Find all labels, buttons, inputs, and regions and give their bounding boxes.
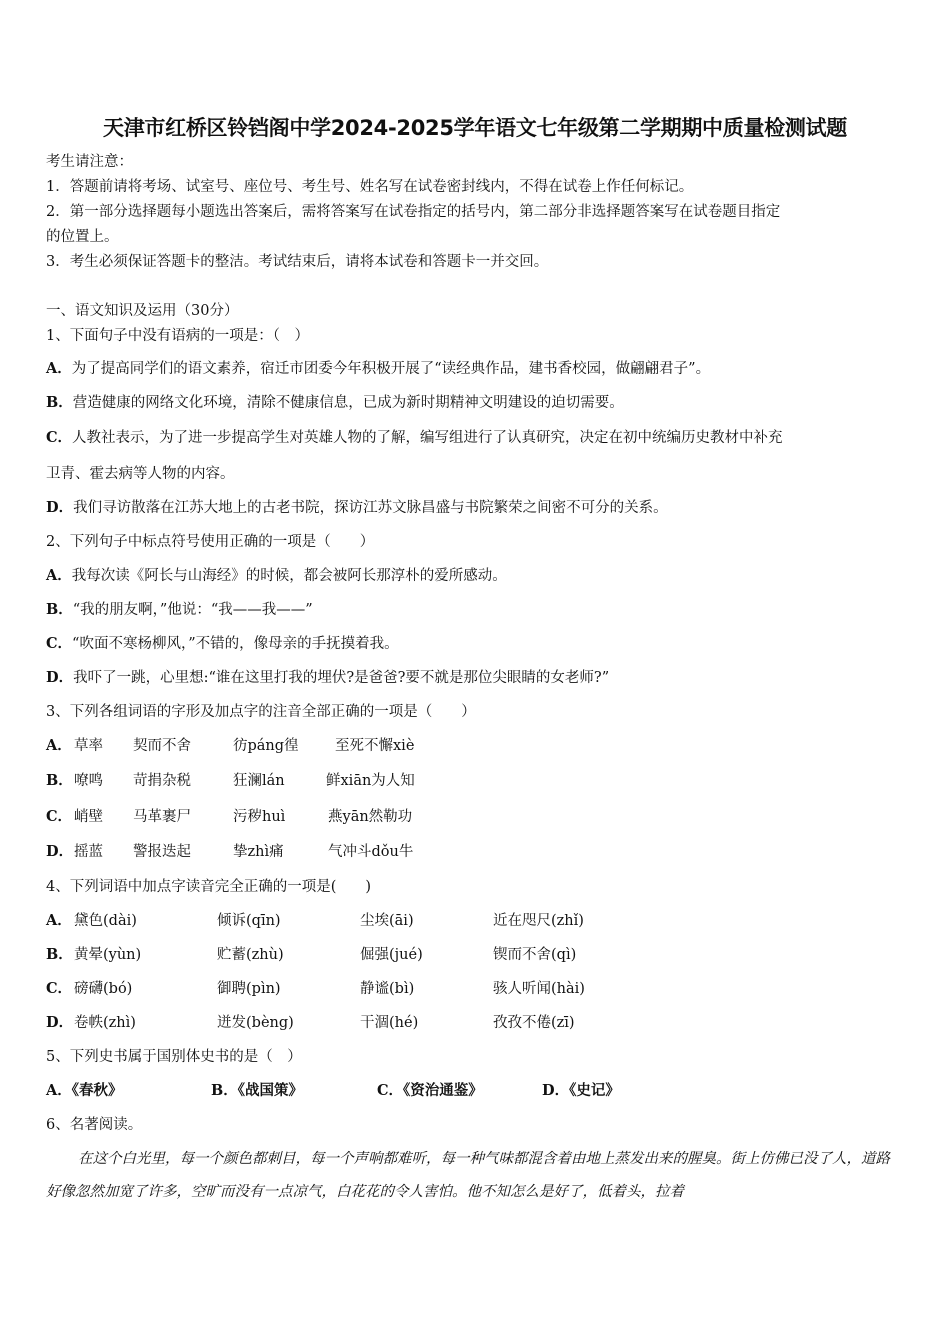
q4-word: 黄晕(yùn) <box>74 947 142 963</box>
q4-word: 贮蓄(zhù) <box>217 947 284 963</box>
q3-stem: 3、下列各组词语的字形及加点字的注音全部正确的一项是（ ） <box>46 704 476 720</box>
q3-word: 鲜xiān为人知 <box>326 773 415 789</box>
notice-heading: 考生请注意： <box>46 154 133 170</box>
q1-option-c-cont: 卫青、霍去病等人物的内容。 <box>46 466 235 482</box>
notice-item-1: 1．答题前请将考场、试室号、座位号、考生号、姓名写在试卷密封线内，不得在试卷上作任何标记。 <box>46 179 694 195</box>
q4-option-label: D． <box>46 1014 74 1031</box>
q1-stem: 1、下面句子中没有语病的一项是：（ ） <box>46 328 309 344</box>
page-title: 天津市红桥区铃铛阁中学2024-2025学年语文七年级第二学期期中质量检测试题 <box>103 116 847 140</box>
q1-option-b <box>46 393 906 413</box>
q2-option-a <box>46 566 906 586</box>
option-text: 我吓了一跳，心里想:“谁在这里打我的埋伏?是爸爸?要不就是那位尖眼睛的女老师?” <box>73 670 610 686</box>
option-text: “我的朋友啊，”他说：“我——我——” <box>72 602 313 618</box>
q4-word: 磅礴(bó) <box>74 981 133 997</box>
notice-item-2: 2．第一部分选择题每小题选出答案后，需将答案写在试卷指定的括号内，第二部分非选择题答案写在试卷题目指定 <box>46 204 781 220</box>
notice-item-3: 3．考生必须保证答题卡的整洁。考试结束后，请将本试卷和答题卡一并交回。 <box>46 254 549 270</box>
option-text: 为了提高同学们的语文素养，宿迁市团委今年积极开展了“读经典作品，建书香校园，做翩翩君子”。 <box>71 361 711 377</box>
q4-word: 黛色(dài) <box>74 913 137 929</box>
q5-option-a: A．《春秋》 <box>46 1082 123 1099</box>
q2-option-d <box>46 668 906 688</box>
q4-word: 静谧(bì) <box>360 981 415 997</box>
q4-word: 尘埃(āi) <box>360 913 414 929</box>
q3-word: 契而不舍 <box>133 738 191 754</box>
option-label: C． <box>46 635 73 652</box>
q1-option-a <box>46 359 906 379</box>
q4-word: 倔强(jué) <box>360 947 423 963</box>
option-label: B． <box>46 394 73 411</box>
q3-word: 挚zhì痛 <box>233 844 284 860</box>
q3-option-label: C． <box>46 808 73 825</box>
q4-option-label: A． <box>46 912 72 929</box>
q4-word: 卷帙(zhì) <box>74 1015 136 1031</box>
option-label: D． <box>46 499 74 516</box>
q2-option-c <box>46 634 906 654</box>
q4-stem: 4、下列词语中加点字读音完全正确的一项是( ) <box>46 879 372 895</box>
option-label: A． <box>46 567 72 584</box>
q2-option-b <box>46 600 906 620</box>
q3-word: 狂澜lán <box>233 773 285 789</box>
q3-word: 污秽huì <box>233 809 286 825</box>
q3-word: 燕yān然勒功 <box>328 809 413 825</box>
q3-word: 彷páng徨 <box>233 738 299 754</box>
q4-word: 干涸(hé) <box>360 1015 419 1031</box>
option-text: 我每次读《阿长与山海经》的时候，都会被阿长那淳朴的爱所感动。 <box>71 568 507 584</box>
q3-word: 至死不懈xiè <box>335 738 415 754</box>
q3-option-label: A． <box>46 737 72 754</box>
q5-stem: 5、下列史书属于国别体史书的是（ ） <box>46 1049 302 1065</box>
q3-word: 嘹鸣 <box>74 773 103 789</box>
q3-word: 峭壁 <box>74 809 103 825</box>
option-label: B． <box>46 601 73 618</box>
q3-option-label: D． <box>46 843 74 860</box>
notice-item-2-cont: 的位置上。 <box>46 229 119 245</box>
q3-word: 摇蓝 <box>74 844 103 860</box>
q3-word: 马革裹尸 <box>133 809 191 825</box>
q5-option-d: D．《史记》 <box>542 1082 620 1099</box>
q4-word: 倾诉(qīn) <box>217 913 281 929</box>
option-text: 我们寻访散落在江苏大地上的古老书院，探访江苏文脉昌盛与书院繁荣之间密不可分的关系。 <box>73 500 668 516</box>
q2-stem: 2、下列句子中标点符号使用正确的一项是（ ） <box>46 534 375 550</box>
option-label: D． <box>46 669 74 686</box>
q4-word: 御聘(pìn) <box>217 981 281 997</box>
q4-word: 近在咫尺(zhǐ) <box>493 913 584 929</box>
q4-word: 孜孜不倦(zī) <box>493 1015 575 1031</box>
q3-word: 草率 <box>74 738 103 754</box>
option-text: “吹面不寒杨柳风，”不错的，像母亲的手抚摸着我。 <box>72 636 399 652</box>
q1-option-d <box>46 498 906 518</box>
q4-word: 迸发(bèng) <box>217 1015 294 1031</box>
q5-option-b: B．《战国策》 <box>211 1082 304 1099</box>
section-heading: 一、语文知识及运用（30分） <box>46 303 239 319</box>
q5-option-c: C．《资治通鉴》 <box>377 1082 483 1099</box>
q3-option-label: B． <box>46 772 73 789</box>
q3-word: 气冲斗dǒu牛 <box>328 844 414 860</box>
option-label: C． <box>46 429 73 446</box>
q4-word: 骇人听闻(hài) <box>493 981 585 997</box>
option-text: 营造健康的网络文化环境，清除不健康信息，已成为新时期精神文明建设的迫切需要。 <box>72 395 624 411</box>
q4-option-label: C． <box>46 980 73 997</box>
q4-option-label: B． <box>46 946 73 963</box>
q6-stem: 6、名著阅读。 <box>46 1117 143 1133</box>
q1-option-c <box>46 428 906 448</box>
option-text: 人教社表示，为了进一步提高学生对英雄人物的了解，编写组进行了认真研究，决定在初中统编历史教材中补充 <box>72 430 783 446</box>
q3-word: 警报迭起 <box>133 844 191 860</box>
q4-word: 锲而不舍(qì) <box>493 947 577 963</box>
q3-word: 苛捐杂税 <box>133 773 191 789</box>
option-label: A． <box>46 360 72 377</box>
q6-passage: 在这个白光里，每一个颜色都刺目，每一个声响都难听，每一种气味都混含着由地上蒸发出来的腥臭。街上仿佛已没了人，道路好像忽然加宽了许多，空旷而没有一点凉气，白花花的令人害怕。他不知怎么是好了，低着头，拉着 <box>46 1151 890 1200</box>
